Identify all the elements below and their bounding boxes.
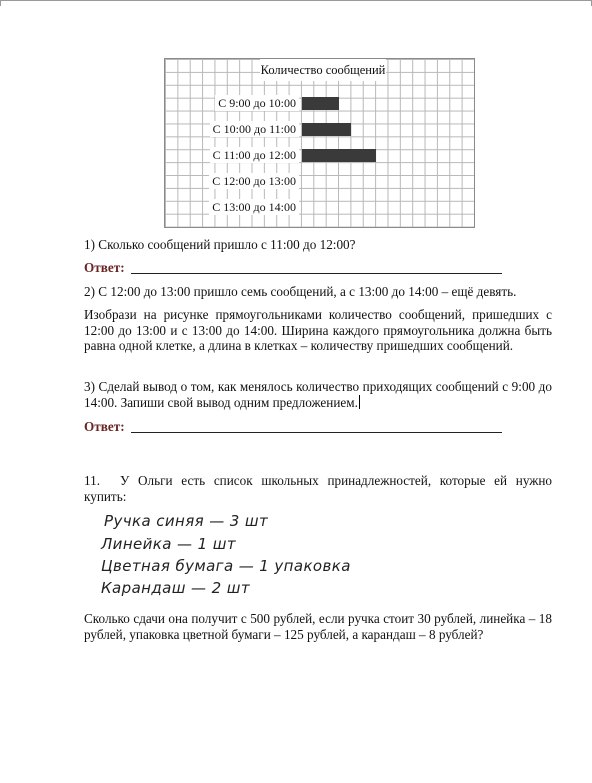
- shopping-list-item-2: Линейка — 1 шт: [101, 535, 236, 553]
- chart-title: Количество сообщений: [260, 59, 386, 81]
- task-11-text: У Ольги есть список школьных принадлежностей, которые ей нужно купить:: [84, 473, 552, 504]
- answer-line-3[interactable]: [131, 432, 502, 433]
- page-top-border: [0, 0, 592, 1]
- question-3: [84, 379, 552, 410]
- category-label: С 13:00 до 14:00: [209, 199, 299, 215]
- question-3-text: 3) Сделай вывод о том, как менялось количество приходящих сообщений с 9:00 до 14:00. Запиши свой вывод одним предложением.: [84, 379, 552, 410]
- text-cursor: [359, 395, 360, 409]
- task-11-question: Сколько сдачи она получит с 500 рублей, если ручка стоит 30 рублей, линейка – 18 рублей, упаковка цветной бумаги – 125 рублей, а карандаш – 8 рублей?: [84, 611, 552, 642]
- category-label: С 10:00 до 11:00: [210, 121, 299, 137]
- page-corner-left: [0, 0, 1, 6]
- instruction-paragraph: Изобрази на рисунке прямоугольниками количество сообщений, пришедших с 12:00 до 13:00 и с 13:00 до 14:00. Ширина каждого прямоугольника должна быть равна одной клетке, а длина в клетках – количеству пришедших сообщений.: [84, 307, 552, 353]
- question-1: 1) Сколько сообщений пришло с 11:00 до 12:00?: [84, 237, 356, 252]
- shopping-list-item-3: Цветная бумага — 1 упаковка: [101, 557, 351, 575]
- category-label: С 12:00 до 13:00: [209, 173, 299, 189]
- category-label: С 11:00 до 12:00: [210, 147, 299, 163]
- bar: [302, 97, 339, 110]
- shopping-list-item-1: Ручка синяя — 3 шт: [104, 512, 269, 530]
- category-label: С 9:00 до 10:00: [215, 95, 299, 111]
- task-11-number: 11.: [84, 473, 100, 488]
- answer-label-3: Ответ:: [84, 419, 125, 434]
- bar: [302, 123, 351, 136]
- message-count-chart: [164, 58, 475, 228]
- question-2: 2) С 12:00 до 13:00 пришло семь сообщений, а с 13:00 до 14:00 – ещё девять.: [84, 284, 517, 299]
- bar: [302, 149, 376, 162]
- answer-label-1: Ответ:: [84, 260, 125, 275]
- answer-line-1[interactable]: [131, 273, 502, 274]
- shopping-list-item-4: Карандаш — 2 шт: [101, 579, 250, 597]
